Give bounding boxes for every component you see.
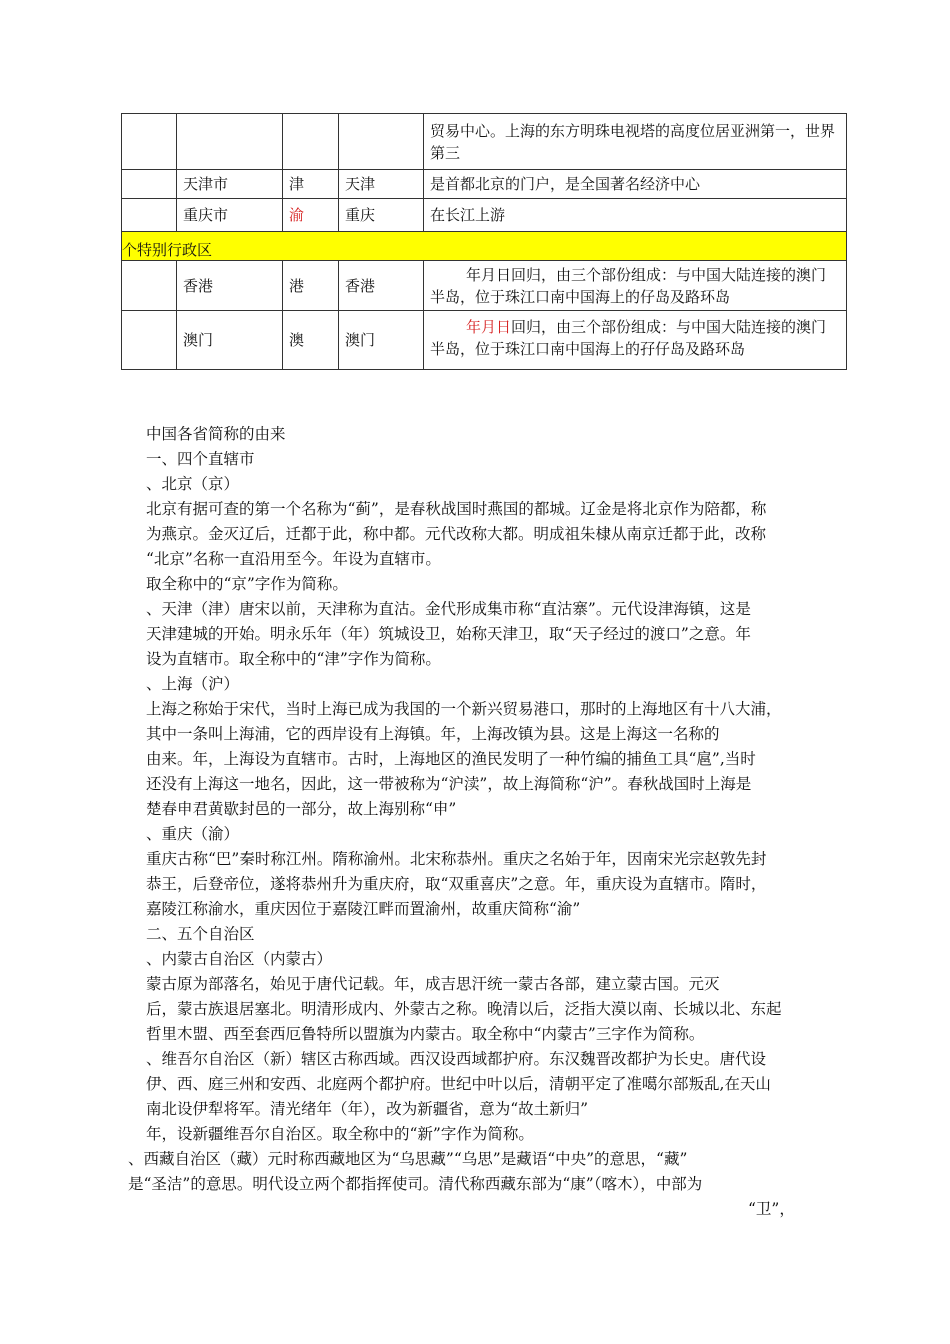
macau-date: 年月日 [466,318,512,336]
macau-abbr: 澳 [282,310,339,370]
table-cell [282,113,339,170]
text-line: 后，蒙古族退居塞北。明清形成内、外蒙古之称。晚清以后，泛指大漠以南、长城以北、东起 [146,1000,782,1018]
text-line: 、内蒙古自治区（内蒙古） [146,950,333,968]
text-line: 伊、西、庭三州和安西、北庭两个都护府。世纪中叶以后，清朝平定了准噶尔部叛乱,在天山 [146,1075,771,1093]
text-line: 、北京（京） [146,475,240,493]
macau-desc-text: 回归，由三个部份组成：与中国大陆连接的澳门半岛，位于珠江口南中国海上的孖仔岛及路环岛 [430,318,827,358]
table-cell [121,260,177,311]
text-line: 中国各省简称的由来 [146,425,286,443]
text-line: “北京”名称一直沿用至今。年设为直辖市。 [146,550,441,568]
chongqing-city: 重庆 [338,198,424,232]
text-line: 恭王，后登帝位，遂将恭州升为重庆府，取“双重喜庆”之意。年，重庆设为直辖市。隋时， [146,875,767,893]
tianjin-desc: 是首都北京的门户，是全国著名经济中心 [423,169,847,199]
text-line: 南北设伊犁将军。清光绪年（年），改为新疆省，意为“故土新归” [146,1100,589,1118]
tianjin-abbr: 津 [282,169,339,199]
table-cell [338,113,424,170]
text-line: 嘉陵江称渝水，重庆因位于嘉陵江畔而置渝州，故重庆简称“渝” [146,900,581,918]
text-line: 为燕京。金灭辽后，迁都于此，称中都。元代改称大都。明成祖朱棣从南京迁都于此，改称 [146,525,767,543]
text-line: 设为直辖市。取全称中的“津”字作为简称。 [146,650,441,668]
text-line: 、天津（津）唐宋以前，天津称为直沽。金代形成集市称“直沽寨”。元代设津海镇，这是 [146,600,751,618]
text-line: 还没有上海这一地名，因此，这一带被称为“沪渎”，故上海简称“沪”。春秋战国时上海是 [146,775,752,793]
hongkong-abbr: 港 [282,260,339,311]
text-line: 取全称中的“京”字作为简称。 [146,575,348,593]
macau-city: 澳门 [338,310,424,370]
text-line: 、西藏自治区（藏）元时称西藏地区为“乌思藏”“乌思”是藏语“中央”的意思，“藏” [128,1150,688,1168]
text-line: 哲里木盟、西至套西厄鲁特所以盟旗为内蒙古。取全称中“内蒙古”三字作为简称。 [146,1025,705,1043]
band-label: 个特别行政区 [122,241,213,259]
text-line: 、重庆（渝） [146,825,240,843]
regions-table [121,113,847,370]
tianjin-city: 天津 [338,169,424,199]
tianjin-name: 天津市 [176,169,283,199]
hongkong-desc: 年月日回归，由三个部份组成：与中国大陆连接的澳门半岛，位于珠江口南中国海上的仔岛及路环岛 [423,260,847,311]
text-line: 年，设新疆维吾尔自治区。取全称中的“新”字作为简称。 [146,1125,534,1143]
macau-name: 澳门 [176,310,283,370]
row-top-desc: 贸易中心。上海的东方明珠电视塔的高度位居亚洲第一，世界第三 [430,122,836,162]
text-line: 二、五个自治区 [146,925,255,943]
text-line: 重庆古称“巴”秦时称江州。隋称渝州。北宋称恭州。重庆之名始于年，因南宋光宗赵敦先封 [146,850,767,868]
text-line: 一、四个直辖市 [146,450,255,468]
chongqing-desc: 在长江上游 [423,198,847,232]
text-line: 北京有据可查的第一个名称为“蓟”，是春秋战国时燕国的都城。辽金是将北京作为陪都，称 [146,500,767,518]
chongqing-name: 重庆市 [176,198,283,232]
text-line: 楚春申君黄歇封邑的一部分，故上海别称“申” [146,800,457,818]
table-cell-desc [423,113,847,170]
hongkong-name: 香港 [176,260,283,311]
table-cell [176,113,283,170]
table-cell [121,310,177,370]
text-line: 天津建城的开始。明永乐年（年）筑城设卫，始称天津卫，取“天子经过的渡口”之意。年 [146,625,751,643]
text-line: 蒙古原为部落名，始见于唐代记载。年，成吉思汗统一蒙古各部，建立蒙古国。元灭 [146,975,720,993]
table-cell [121,198,177,232]
text-line: 、上海（沪） [146,675,240,693]
text-line: 由来。年，上海设为直辖市。古时，上海地区的渔民发明了一种竹编的捕鱼工具“扈”,当时 [146,750,756,768]
hongkong-city: 香港 [338,260,424,311]
text-line: 是“圣洁”的意思。明代设立两个都指挥使司。清代称西藏东部为“康”（喀木），中部为 [128,1175,703,1193]
text-line: “卫”， [748,1200,795,1218]
chongqing-abbr: 渝 [282,198,339,232]
text-line: 、维吾尔自治区（新）辖区古称西域。西汉设西域都护府。东汉魏晋改都护为长史。唐代设 [146,1050,767,1068]
text-line: 其中一条叫上海浦，它的西岸设有上海镇。年，上海改镇为县。这是上海这一名称的 [146,725,720,743]
special-region-band [121,231,847,261]
table-cell [121,113,177,170]
macau-desc [423,310,847,370]
text-line: 上海之称始于宋代，当时上海已成为我国的一个新兴贸易港口，那时的上海地区有十八大浦， [146,700,782,718]
table-cell [121,169,177,199]
